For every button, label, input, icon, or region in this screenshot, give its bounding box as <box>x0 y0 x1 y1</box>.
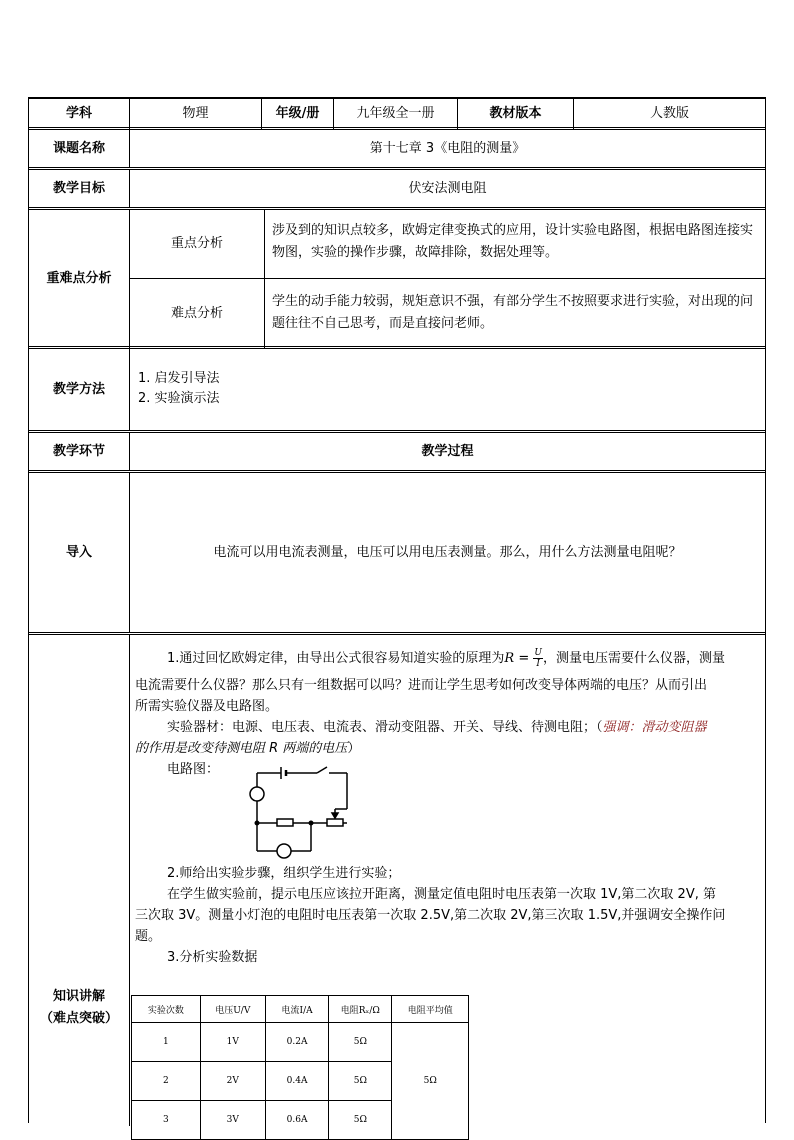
stage-label: 教学环节 <box>52 444 105 459</box>
table-header: 电压U/V <box>200 996 265 1023</box>
method-item: 1. 启发引导法 <box>138 371 220 386</box>
table-header-row <box>132 996 469 1023</box>
intro-row <box>29 470 765 633</box>
edition-label: 教材版本 <box>457 99 573 129</box>
circuit-label: 电路图： <box>167 762 220 777</box>
lesson-title-row <box>29 127 765 167</box>
method-item: 2. 实验演示法 <box>138 391 220 406</box>
table-header: 实验次数 <box>132 996 201 1023</box>
principle-paragraph: 1.通过回忆欧姆定律，由导出公式很容易知道实验的原理为R = $\frac{U}{I}$ ，测量电压需要什么仪器，测量 <box>167 648 725 669</box>
knowledge-row <box>29 632 765 1126</box>
knowledge-label-line1: 知识讲解 <box>52 989 105 1004</box>
difficult-point-text: 学生的动手能力较弱，规矩意识不强，有部分学生不按照要求进行实验，对出现的问题往往不自己思考，而是直接问老师。 <box>264 279 766 348</box>
knowledge-label <box>29 635 129 1030</box>
intro-label: 导入 <box>65 545 92 560</box>
grade-value: 九年级全一册 <box>333 99 457 129</box>
step2-line3: 题。 <box>135 929 162 944</box>
equipment-emphasis-line2: 的作用是改变待测电阻 R 两端的电压） <box>135 741 361 756</box>
methods-row <box>29 346 765 431</box>
subject-label: 学科 <box>65 106 92 121</box>
equipment-paragraph: 实验器材：电源、电压表、电流表、滑动变阻器、开关、导线、待测电阻；（强调：滑动变阻器 <box>167 720 707 735</box>
table-header: 电流I/A <box>265 996 328 1023</box>
step2-line1: 在学生做实验前，提示电压应该拉开距离，测量定值电阻时电压表第一次取 1V,第二次取 2V, 第 <box>167 887 716 902</box>
key-point-text: 涉及到的知识点较多，欧姆定律变换式的应用，设计实验电路图，根据电路图连接实物图，实验的操作步骤，故障排除，数据处理等。 <box>264 210 766 278</box>
difficult-point-section <box>129 278 766 348</box>
objective-label: 教学目标 <box>52 181 105 196</box>
step2-line2: 三次取 3V。测量小灯泡的电阻时电压表第一次取 2.5V,第二次取 2V,第三次取 1.5V,并强调安全操作问 <box>135 908 726 923</box>
objective-row <box>29 167 765 208</box>
average-cell: 5Ω <box>392 1023 469 1140</box>
process-header-row <box>29 430 765 471</box>
lesson-title-value: 第十七章 3《电阻的测量》 <box>129 130 765 167</box>
table-header: 电阻平均值 <box>392 996 469 1023</box>
lesson-title-label: 课题名称 <box>52 140 105 156</box>
key-point-section <box>129 210 766 278</box>
table-row: 3 3V 0.6A 5Ω <box>132 1101 469 1140</box>
edition-value: 人教版 <box>573 99 765 129</box>
formula-fraction: $\frac{U}{I}$ <box>534 648 542 669</box>
step3-paragraph: 3.分析实验数据 <box>167 950 258 965</box>
lesson-plan-table <box>28 97 766 1123</box>
key-point-label: 重点分析 <box>170 236 223 251</box>
methods-label: 教学方法 <box>52 382 105 397</box>
difficult-point-label: 难点分析 <box>170 305 223 321</box>
table-row: 1 1V 0.2A 5Ω 5Ω <box>132 1023 469 1062</box>
methods-list <box>129 349 765 431</box>
knowledge-label-line2: （难点突破） <box>39 1011 118 1026</box>
analysis-row <box>29 207 765 347</box>
table-header: 电阻Rₓ/Ω <box>329 996 392 1023</box>
step2-paragraph: 2.师给出实验步骤，组织学生进行实验； <box>167 866 401 881</box>
analysis-label: 重难点分析 <box>46 270 112 286</box>
principle-line2: 电流需要什么仪器？那么只有一组数据可以吗？进而让学生思考如何改变导体两端的电压？从而引出 <box>135 678 708 693</box>
objective-value: 伏安法测电阻 <box>129 170 765 208</box>
header-row <box>29 97 765 129</box>
process-label: 教学过程 <box>129 433 765 471</box>
subject-value: 物理 <box>129 99 261 129</box>
data-table <box>131 995 469 1140</box>
grade-label: 年级/册 <box>261 99 333 129</box>
intro-text: 电流可以用电流表测量，电压可以用电压表测量。那么，用什么方法测量电阻呢？ <box>129 473 765 633</box>
table-row: 2 2V 0.4A 5Ω <box>132 1062 469 1101</box>
circuit-diagram <box>243 765 355 865</box>
principle-line3: 所需实验仪器及电路图。 <box>135 699 279 714</box>
